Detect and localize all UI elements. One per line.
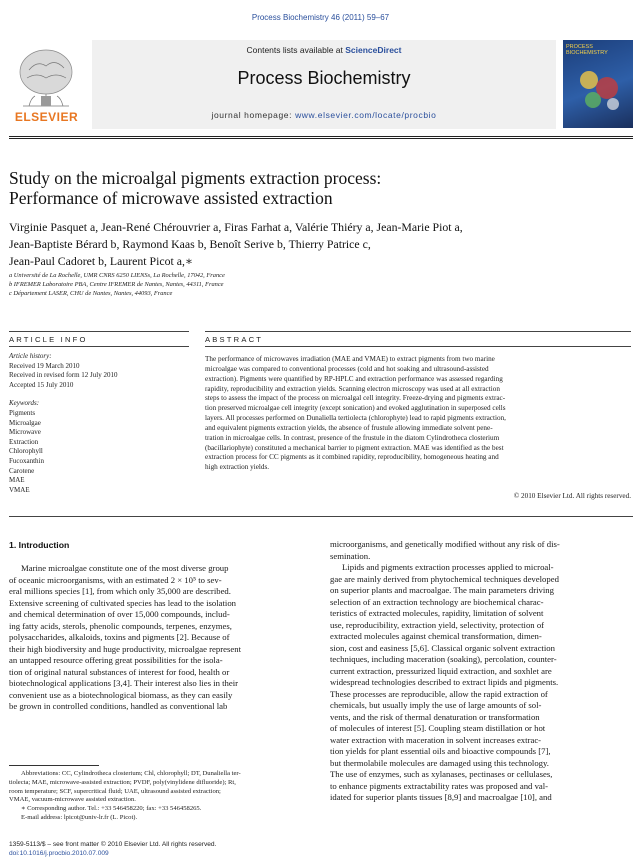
body-line: tion of original natural substances of interest for food, health or [9,666,230,677]
body-line: be grown in controlled conditions, handled as conventional lab [9,701,228,711]
abstract-line: and equivalent pigments extraction yields, the absence of frustule allowing immediate solvent pene- [205,423,493,432]
header-rule [9,136,633,137]
body-line: teristics of extracted molecules, rapidity, limitation of solvent [330,608,544,618]
abstract-heading: ABSTRACT [205,335,264,344]
keywords-label: Keywords: [9,399,40,408]
body-line: to enhance pigments extractability rates was proposed and val- [330,780,549,791]
body-line: and chemical determination of over 15,000 compounds, includ- [9,609,230,619]
journal-homepage [92,110,556,120]
abbreviations-line: Abbreviations: CC, Cylindrotheca closterium; Chl, chlorophyll; DT, Dunaliella ter- [21,770,241,777]
abstract-rule [205,331,631,332]
abbreviations-line: VMAE, vacuum-microwave assisted extraction. [9,796,136,804]
keyword: Microwave [9,428,41,437]
body-line: vents, and the risk of thermal denaturation or transformation [330,711,540,722]
footnote-rule [9,765,99,766]
abstract-line: rapidity, reproducibility and extraction yields. Scanning electron microscopy was used at all extraction [205,384,500,393]
intro-left-column [9,563,308,713]
abstract-line: extraction). Pigments were quantified by RP-HPLC and extraction performance was assessed regarding [205,374,503,383]
abstract-line: steps to assess the impact of the process on microalgal cell integrity. Freeze-drying and pigments extrac- [205,394,506,403]
history-accepted: Accepted 15 July 2010 [9,380,74,389]
article-info-rule [9,331,189,332]
introduction-heading: 1. Introduction [9,540,70,550]
abstract-line: high extraction yields. [205,463,270,472]
header-rule-double [9,138,633,139]
keyword: Carotene [9,466,35,475]
abstract-line: tration in microalgae cells. In contrast, presence of the frustule in the diatom Cylindrotheca closterium [205,433,500,442]
keyword: Extraction [9,437,39,446]
abstract-copyright: © 2010 Elsevier Ltd. All rights reserved. [513,492,631,500]
keyword: Pigments [9,408,36,417]
journal-title: Process Biochemistry [237,68,411,88]
abbreviations-line: tiolecta; MAE, microwave-assisted extraction; PVDF, poly(vinylidene difluoride); Rt, [9,778,236,786]
issn-line: 1359-5113/$ – see front matter © 2010 Elsevier Ltd. All rights reserved. [9,841,217,848]
article-info-rule-2 [9,346,189,347]
affiliation-c: c Département LASER, CHU de Nantes, Nantes, 44093, France [9,290,173,297]
author-list [9,219,629,270]
body-line: sion, cost and easiness [5,6]. Classical organic solvent extraction [330,642,555,653]
article-info-heading: ARTICLE INFO [9,335,88,344]
body-line: Marine microalgae constitute one of the most diverse group [21,563,229,573]
body-line: polysaccharides, alkaloids, toxins and pigments [2]. Because of [9,632,230,642]
body-line: an untapped resource offering great possibilities for the isola- [9,655,223,665]
body-line: current extraction, pressurized liquid extraction, and soxhlet are [330,665,552,676]
keyword: Chlorophyll [9,447,43,456]
keyword: VMAE [9,485,30,494]
affiliation-b: b IFREMER Laboratoire PBA, Centre IFREMER de Nantes, Nantes, 44311, France [9,281,224,288]
contents-prefix: Contents lists available at [246,45,346,55]
body-line: chemicals, but usually imply the use of large amounts of sol- [330,700,542,710]
body-line: tion yields for plant essential oils and bioactive compounds [7], [330,746,551,756]
publisher-wordmark: ELSEVIER [14,110,79,124]
paper-title [9,168,609,208]
body-line: The use of enzymes, such as xylanases, pectinases or cellulases, [330,769,553,779]
body-line: biotechnological applications [3,4]. Their interest also lies in their [9,678,239,688]
body-line: These processes are reproducible, allow the rapid extraction of [330,688,548,699]
email-address[interactable]: E-mail address: lpicot@univ-lr.fr (L. Picot). [21,813,138,821]
abbreviations-line: room temperature; SCF, supercritical fluid; UAE, ultrasound assisted extraction; [9,787,221,795]
body-line: semination. [330,550,371,561]
abstract-line: The performance of microwaves irradiation (MAE and VMAE) to extract pigments from two marine [205,355,495,363]
author-line-1: Virginie Pasquet a, Jean-René Chérouvrier a, Firas Farhat a, Valérie Thiéry a, Jean-Marie Piot a, [9,220,463,234]
abstract-line: extraction process for CC pigments as it combined rapidity, reproducibility, homogeneous heating and [205,453,499,462]
history-received: Received 19 March 2010 [9,361,80,370]
abstract-rule-2 [205,346,631,347]
body-line: techniques, including maceration (soaking), percolation, counter- [330,654,557,664]
cover-title: PROCESS BIOCHEMISTRY [566,44,608,56]
section-divider [9,516,633,517]
affiliation-a: a Université de La Rochelle, UMR CNRS 6250 LIENSs, La Rochelle, 17042, France [9,272,225,279]
body-line: extracted molecules against chemical transformation, dimen- [330,631,542,641]
contents-availability [92,45,556,55]
body-line: water extraction with maceration in solvent increases extrac- [330,734,542,745]
body-line: Extensive screening of cultivated species has lead to the isolation [9,597,237,608]
abstract-body [205,355,631,473]
sciencedirect-link[interactable]: ScienceDirect [345,45,402,55]
body-line: of oceanic microorganisms, with an estimated 2 × 10⁵ to sev- [9,574,222,585]
cover-artwork [575,66,623,112]
paper-title-line-1: Study on the microalgal pigments extraction process: [9,168,382,188]
body-line: their high biodiversity and huge productivity, microalgae represent [9,643,241,654]
body-line: gae are mainly derived from phytochemical techniques developed [330,573,559,584]
body-line: Lipids and pigments extraction processes applied to microal- [342,562,554,572]
body-line: but thermolabile molecules are damaged using this technology. [330,757,549,768]
body-line: eral millions species [1], from which only 35,000 are described. [9,586,231,596]
body-line: on superior plants and macroalgae. The main parameters driving [330,585,554,595]
corresponding-author: ∗ Corresponding author. Tel.: +33 546458220; fax: +33 546458265. [21,805,202,813]
paper-title-line-2: Performance of microwave assisted extraction [9,188,333,208]
footnotes [9,770,309,823]
abstract-line: (bacillariophyte) constituted a mechanical barrier to pigment extraction. MAE was identified as the best [205,443,504,452]
intro-right-column [330,539,631,804]
body-line: selection of an extraction technology are biochemical charac- [330,596,544,607]
author-line-3: Jean-Paul Cadoret b, Laurent Picot a,∗ [9,254,193,268]
keyword: Microalgae [9,418,41,427]
affiliations [9,271,509,298]
doi-link[interactable]: doi:10.1016/j.procbio.2010.07.009 [9,849,109,857]
body-line: ing fatty acids, sterols, phenolic compounds, terpenes, enzymes, [9,620,232,631]
abstract-line: tion preserved microalgae cell integrity (except sonication) and evoked agglutination in superposed cells [205,404,506,413]
author-line-2: Jean-Baptiste Bérard b, Raymond Kaas b, Benoît Serive b, Thierry Patrice c, [9,237,371,251]
abstract-line: microalgae was compared to conventional processes (cold and hot soaking and ultrasound-assisted [205,364,489,373]
abstract-line: layers. All processes performed on Dunaliella tertiolecta (chlorophyte) lead to rapid pigments extraction, [205,414,506,423]
journal-reference[interactable]: Process Biochemistry 46 (2011) 59–67 [251,13,390,22]
article-history-label: Article history: [9,352,52,360]
article-info [9,352,189,495]
body-line: of molecules of interest [5]. Coupling steam distillation or hot [330,723,546,733]
body-line: idated for superior plants tissues [8,9] and macroalgae [10], and [330,792,552,802]
body-line: convenient use as a biotechnological biomass, as they can easily [9,689,233,700]
body-line: widespread technologies described to extract lipids and pigments. [330,677,559,687]
homepage-prefix: journal homepage: [211,110,296,120]
body-line: microorganisms, and genetically modified without any risk of dis- [330,539,560,549]
history-revised: Received in revised form 12 July 2010 [9,371,118,380]
body-line: use, reproducibility, extraction yield, selectivity, protection of [330,619,545,630]
homepage-link[interactable]: www.elsevier.com/locate/procbio [295,110,437,120]
keyword: MAE [9,476,25,485]
keyword: Fucoxanthin [9,456,44,465]
bottom-metadata [9,841,329,859]
